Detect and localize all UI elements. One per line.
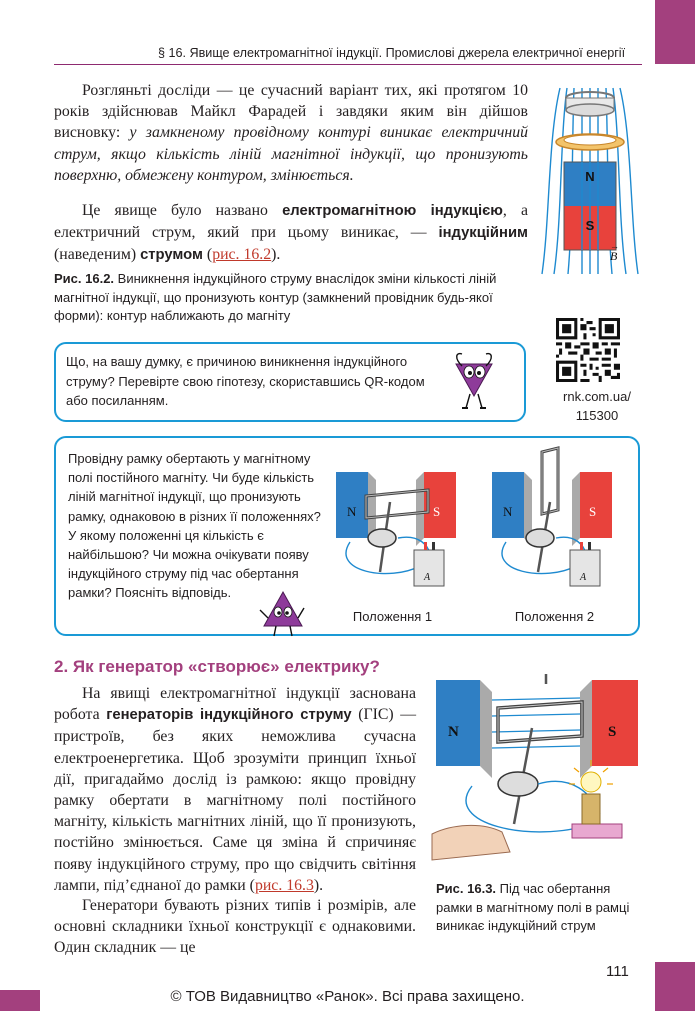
paragraph-1 — [54, 80, 528, 186]
figure-16-3-n-label: N — [448, 724, 459, 740]
qr-link-line2: 115300 — [575, 408, 619, 423]
figure-16-3-illustration — [432, 674, 642, 874]
paragraph-1-italic: у замкненому провідному контурі виникає електричний струм, якщо кількість ліній магнітної індукції, що пронизують поверхню, обмежену контуром, змінюється. — [54, 124, 528, 184]
task-n-label-2: N — [503, 504, 513, 519]
task-meter-label-1: A — [424, 572, 431, 583]
page-number: 111 — [606, 963, 629, 980]
figure-16-2-caption-text: Виникнення індукційного струму внаслідок зміни кількості ліній магнітної індукції, що пронизують контур (замкнений провідник будь-якої форми): контур наближають до магніту — [54, 271, 497, 323]
p2-t2: , а електричний струм, який при цьому виникає, — — [54, 202, 528, 242]
magnet-s-label: S — [585, 218, 595, 233]
p2-t1: Це явище було названо — [82, 202, 283, 219]
task-meter-label-2: A — [580, 572, 587, 583]
p3-t1: На явищі електромагнітної індукції заснована робота — [54, 685, 416, 724]
figure-link-16-2[interactable]: рис. 16.2 — [212, 246, 272, 264]
term-current: струмом — [140, 247, 203, 264]
generator-frame-position-2 — [476, 446, 626, 602]
qr-code[interactable] — [556, 318, 620, 382]
term-induction: індукційним — [438, 225, 528, 242]
magnet-n-label: N — [585, 169, 595, 184]
figure-16-3-caption — [436, 880, 636, 936]
header-rule — [54, 64, 642, 65]
generator-frame-position-1 — [320, 462, 470, 602]
figure-16-2-illustration — [540, 78, 640, 278]
qr-link-caption[interactable] — [552, 387, 642, 425]
term-generators: генераторів індукційного струму — [106, 707, 352, 724]
position-2-label: Положення 2 — [514, 609, 595, 624]
figure-16-3-label: Рис. 16.3. — [436, 881, 497, 896]
figure-link-16-3[interactable]: рис. 16.3 — [254, 876, 314, 894]
task-s-label-1: S — [433, 504, 441, 519]
copyright-notice: © ТОВ Видавництво «Ранок». Всі права захищено. — [170, 988, 525, 1005]
paragraph-4: Генератори бувають різних типів і розмірів, але основні складники їхньої конструкції є однаковими. Один складник — це — [54, 897, 416, 957]
paragraph-1-text: Розгляньті досліди — це сучасний варіант тих, які протягом 10 років здійснював Майкл Фарадей і завдяки яким він дійшов висновку: — [54, 82, 528, 142]
running-title: § 16. Явище електромагнітної індукції. Промислові джерела електричної енергії — [158, 46, 626, 60]
p2-t4: ( — [202, 246, 213, 264]
p2-t3: (наведеним) — [54, 246, 141, 264]
vector-arrow-glyph: → — [610, 241, 619, 251]
paragraph-2 — [54, 200, 528, 267]
p2-t5: ). — [271, 246, 281, 264]
p3-t2: (ГІС) — пристроїв, без яких неможлива сучасна електроенергетика. Щоб зрозуміти принцип їхньої дії, пригадаймо дослід із рамкою: якщо провідну рамку обертати в магнітному полі постійного магніту, кількість магнітних ліній, що її пронизують, постійно змінюється. Саме ця зміна й спричиняє появу індукційного струму, про що свідчить світіння лампи, під’єднаної до рамки ( — [54, 706, 416, 894]
question-box-text: Що, на вашу думку, є причиною виникнення індукційного струму? Перевірте свою гіпотезу, скориставшись QR-кодом або посиланням. — [66, 354, 425, 408]
p3-t3: ). — [313, 876, 324, 894]
paragraph-3 — [54, 683, 416, 896]
header-tab — [655, 0, 695, 64]
term-electromagnetic-induction: електромагнітною індукцією — [282, 203, 503, 219]
position-1-label: Положення 1 — [352, 609, 433, 624]
field-vector-label: B — [610, 249, 618, 263]
thinking-triangle-mascot-icon — [452, 348, 496, 412]
figure-16-3-caption-text: Під час обертання рамки в магнітному полі в рамці виникає індукційний струм — [436, 881, 630, 933]
qr-link-line1: rnk.com.ua/ — [563, 389, 631, 404]
section-2-title: 2. Як генератор «створює» електрику? — [54, 657, 380, 676]
task-n-label-1: N — [347, 504, 357, 519]
task-box-text: Провідну рамку обертають у магнітному полі постійного магніту. Чи буде кількість ліній магнітної індукції, що пронизують рамку, однаковою в різних її положеннях? У якому положенні ця кількість є найбільшою? Чи можна очікувати появу індукційного струму під час обертання рамки? Поясніть відповідь. — [68, 451, 321, 601]
figure-16-2-label: Рис. 16.2. — [54, 271, 115, 286]
pointing-triangle-mascot-icon — [260, 588, 306, 638]
task-s-label-2: S — [589, 504, 597, 519]
figure-16-2-caption — [54, 270, 530, 326]
figure-16-3-s-label: S — [608, 724, 617, 740]
